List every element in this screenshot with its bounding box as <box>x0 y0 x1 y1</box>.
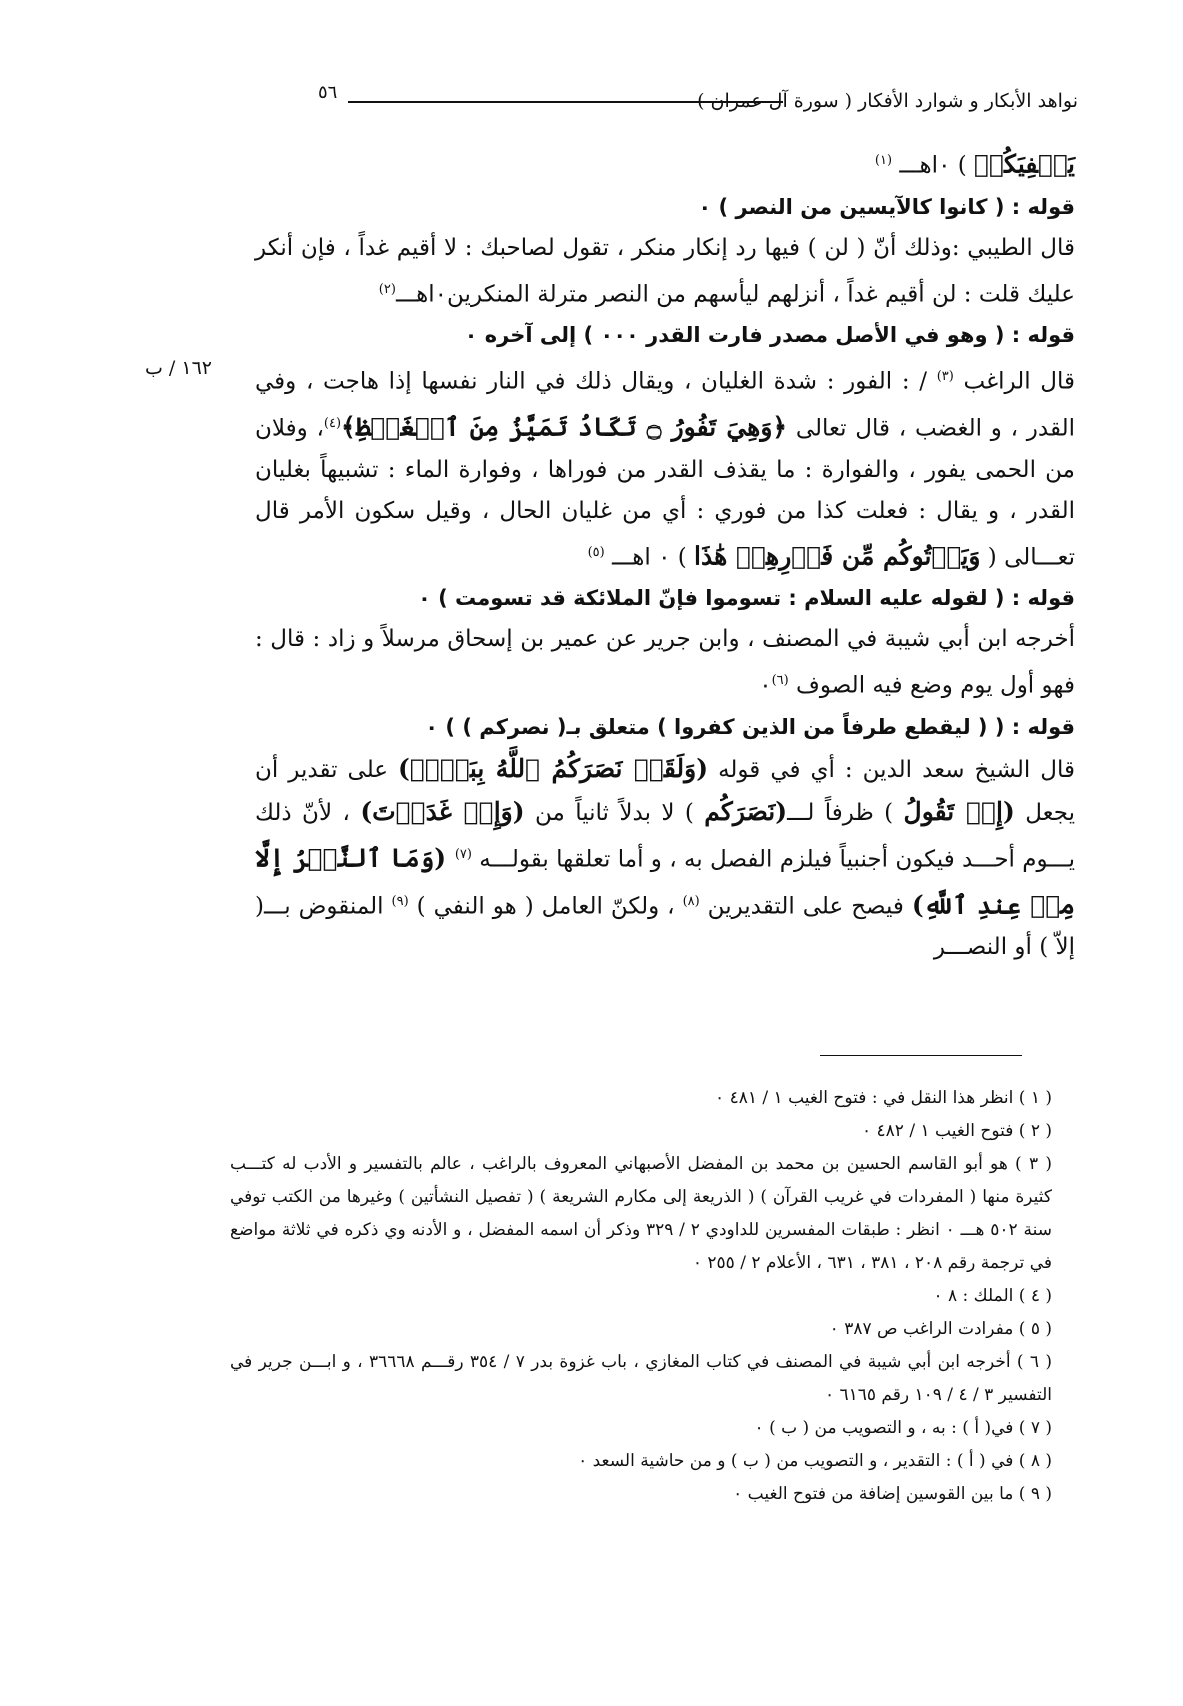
quran-quote: (نَصَرَكُم <box>704 796 788 826</box>
footnote: ( ٢ ) فتوح الغيب ١ / ٤٨٢ ٠ <box>861 1121 1052 1141</box>
footnote: ( ٥ ) مفرادت الراغب ص ٣٨٧ ٠ <box>829 1319 1052 1339</box>
continued-line: يَكۡفِيَكُمۡ ) ٠اهـــ $^{(١)}$ <box>874 149 1075 179</box>
section-heading: قوله : ( ( ليقطع طرفاً من الذين كفروا ) متعلق بـ( نصركم ) ) ٠ <box>425 714 1075 739</box>
quran-quote: (وَمَا ٱلنَّصۡرُ إِلَّا مِنۡ عِندِ ٱللَّهِ) <box>255 843 1076 920</box>
manuscript-folio-note: ١٦٢ / ب <box>145 357 212 379</box>
footnote-ref: (٩) <box>391 893 409 909</box>
section-heading: قوله : ( وهو في الأصل مصدر فارت القدر ٠٠٠ ) إلى آخره ٠ <box>464 323 1075 348</box>
footnote-ref: (١) <box>874 153 893 168</box>
footnote-ref: (٥) <box>587 544 605 560</box>
paragraph: قال الشيخ سعد الدين : أي في قوله (وَلَقَدۡ نَصَرَكُمُ ٱللَّهُ بِبَدۡرٖ) على تقدير أن يجعل (إِذۡ تَقُولُ ) ظرفاً لـــ(نَصَرَكُم ) لا بدلاً ثانياً من (وَإِذۡ غَدَوۡتَ) ، لأنّ ذلك يـــوم أحـــد فيكون أجنبياً فيلزم الفصل به ، و أما تعلقها بقولـــه $^{(٧)}$ (وَمَا ٱلنَّصۡرُ إِلَّا مِنۡ عِندِ ٱللَّهِ) فيصح على التقديرين $^{(٨)}$ ، ولكنّ العامل ( هو النفي ) $^{(٩)}$ المنقوض بـــ( إلاّ ) أو النصـــر <box>255 753 1076 961</box>
footnote-separator <box>820 1055 1022 1056</box>
page-number: ٥٦ <box>318 82 338 103</box>
running-header <box>318 82 1078 116</box>
quran-quote: (وَإِذۡ غَدَوۡتَ) <box>360 796 525 826</box>
paragraph: قال الطيبي :وذلك أنّ ( لن ) فيها رد إنكار منكر ، تقول لصاحبك : لا أقيم غداً ، فإن أنكر عليك قلت : لن أقيم غداً ، أنزلهم ليأسهم من النصر مترلة المنكرين٠اهـــ$^{(٢)}$ <box>255 234 1075 308</box>
paragraph: أخرجه ابن أبي شيبة في المصنف ، وابن جرير عن عمير بن إسحاق مرسلاً و زاد : قال : فهو أول يوم وضع فيه الصوف $^{(٦)}$٠ <box>255 626 1075 699</box>
footnote-ref: (٢) <box>378 281 396 297</box>
footnote-ref: (٦) <box>771 673 789 689</box>
footnote-ref: (٧) <box>454 846 472 862</box>
footnote-ref: (٨) <box>682 893 700 909</box>
header-title: نواهد الأبكار و شوارد الأفكار ( سورة آل عمران ) <box>697 90 1078 112</box>
footnote: ( ٤ ) الملك : ٨ ٠ <box>933 1286 1052 1306</box>
footnote: ( ١ ) انظر هذا النقل في : فتوح الغيب ١ / ٤٨١ ٠ <box>715 1088 1052 1108</box>
paragraph: قال الراغب $^{(٣)}$ / : الفور : شدة الغليان ، ويقال ذلك في النار نفسها إذا هاجت ، وفي القدر ، و الغضب ، قال تعالى ﴿وَهِيَ تَفُورُ ۝ تَكَادُ تَمَيَّزُ مِنَ ٱلۡغَيۡظِ﴾$^{(٤)}$، وفلان من الحمى يفور ، والفوارة : ما يقذف القدر من فوراها ، وفوارة الماء : تشبيهاً بغليان القدر ، و يقال : فعلت كذا من فوري : أي من غليان الحال ، وقيل سكون الأمر قال تعـــالى ( وَيَأۡتُوكُم مِّن فَوۡرِهِمۡ هَٰذَا ) ٠ اهـــ $^{(٥)}$ <box>255 368 1076 571</box>
footnote-ref: (٣) <box>936 369 954 385</box>
footnote: ( ٣ ) هو أبو القاسم الحسين بن محمد بن المفضل الأصبهاني المعروف بالراغب ، عالم بالتفسير و الأدب له كتـــب كثيرة منها ( المفردات في غريب القرآن ) ( الذريعة إلى مكارم الشريعة ) ( تفصيل النشأتين ) وغيرها من الكتب توفي سنة ٥٠٢ هـــ ٠ انظر : طبقات المفسرين للداودي ٢ / ٣٢٩ وذكر أن اسمه المفضل ، و الأدنه وي ذكره في ثلاثة مواضع في ترجمة رقم ٢٠٨ ، ٣٨١ ، ٦٣١ ، الأعلام ٢ / ٢٥٥ ٠ <box>230 1154 1052 1273</box>
footnote-ref: (٤) <box>323 415 342 431</box>
quran-quote: ﴿وَهِيَ تَفُورُ ۝ تَكَادُ تَمَيَّزُ مِنَ ٱلۡغَيۡظِ﴾ <box>341 412 788 442</box>
section-heading: قوله : ( كانوا كالآيسين من النصر ) ٠ <box>698 194 1075 219</box>
footnotes <box>230 1082 1052 1511</box>
section-heading: قوله : ( لقوله عليه السلام : تسوموا فإنّ الملائكة قد تسومت ) ٠ <box>417 586 1075 611</box>
quran-quote: وَيَأۡتُوكُم مِّن فَوۡرِهِمۡ هَٰذَا <box>694 541 981 571</box>
quran-quote: (إِذۡ تَقُولُ <box>903 796 1015 826</box>
footnote: ( ٨ ) في ( أ ) : التقدير ، و التصويب من ( ب ) و من حاشية السعد ٠ <box>578 1451 1052 1471</box>
quran-quote: يَكۡفِيَكُمۡ <box>974 149 1075 179</box>
header-rule <box>348 101 783 103</box>
quran-quote: (وَلَقَدۡ نَصَرَكُمُ ٱللَّهُ بِبَدۡرٖ) <box>398 753 709 783</box>
footnote: ( ٧ ) في( أ ) : به ، و التصويب من ( ب ) ٠ <box>754 1418 1052 1438</box>
footnote: ( ٦ ) أخرجه ابن أبي شيبة في المصنف في كتاب المغازي ، باب غزوة بدر ٧ / ٣٥٤ رقـــم ٣٦٦٦٨ ، و ابـــن جرير في التفسير ٣ / ٤ / ١٠٩ رقم ٦١٦٥ ٠ <box>230 1352 1052 1405</box>
footnote: ( ٩ ) ما بين القوسين إضافة من فتوح الغيب ٠ <box>733 1484 1052 1504</box>
main-text <box>255 140 1075 968</box>
